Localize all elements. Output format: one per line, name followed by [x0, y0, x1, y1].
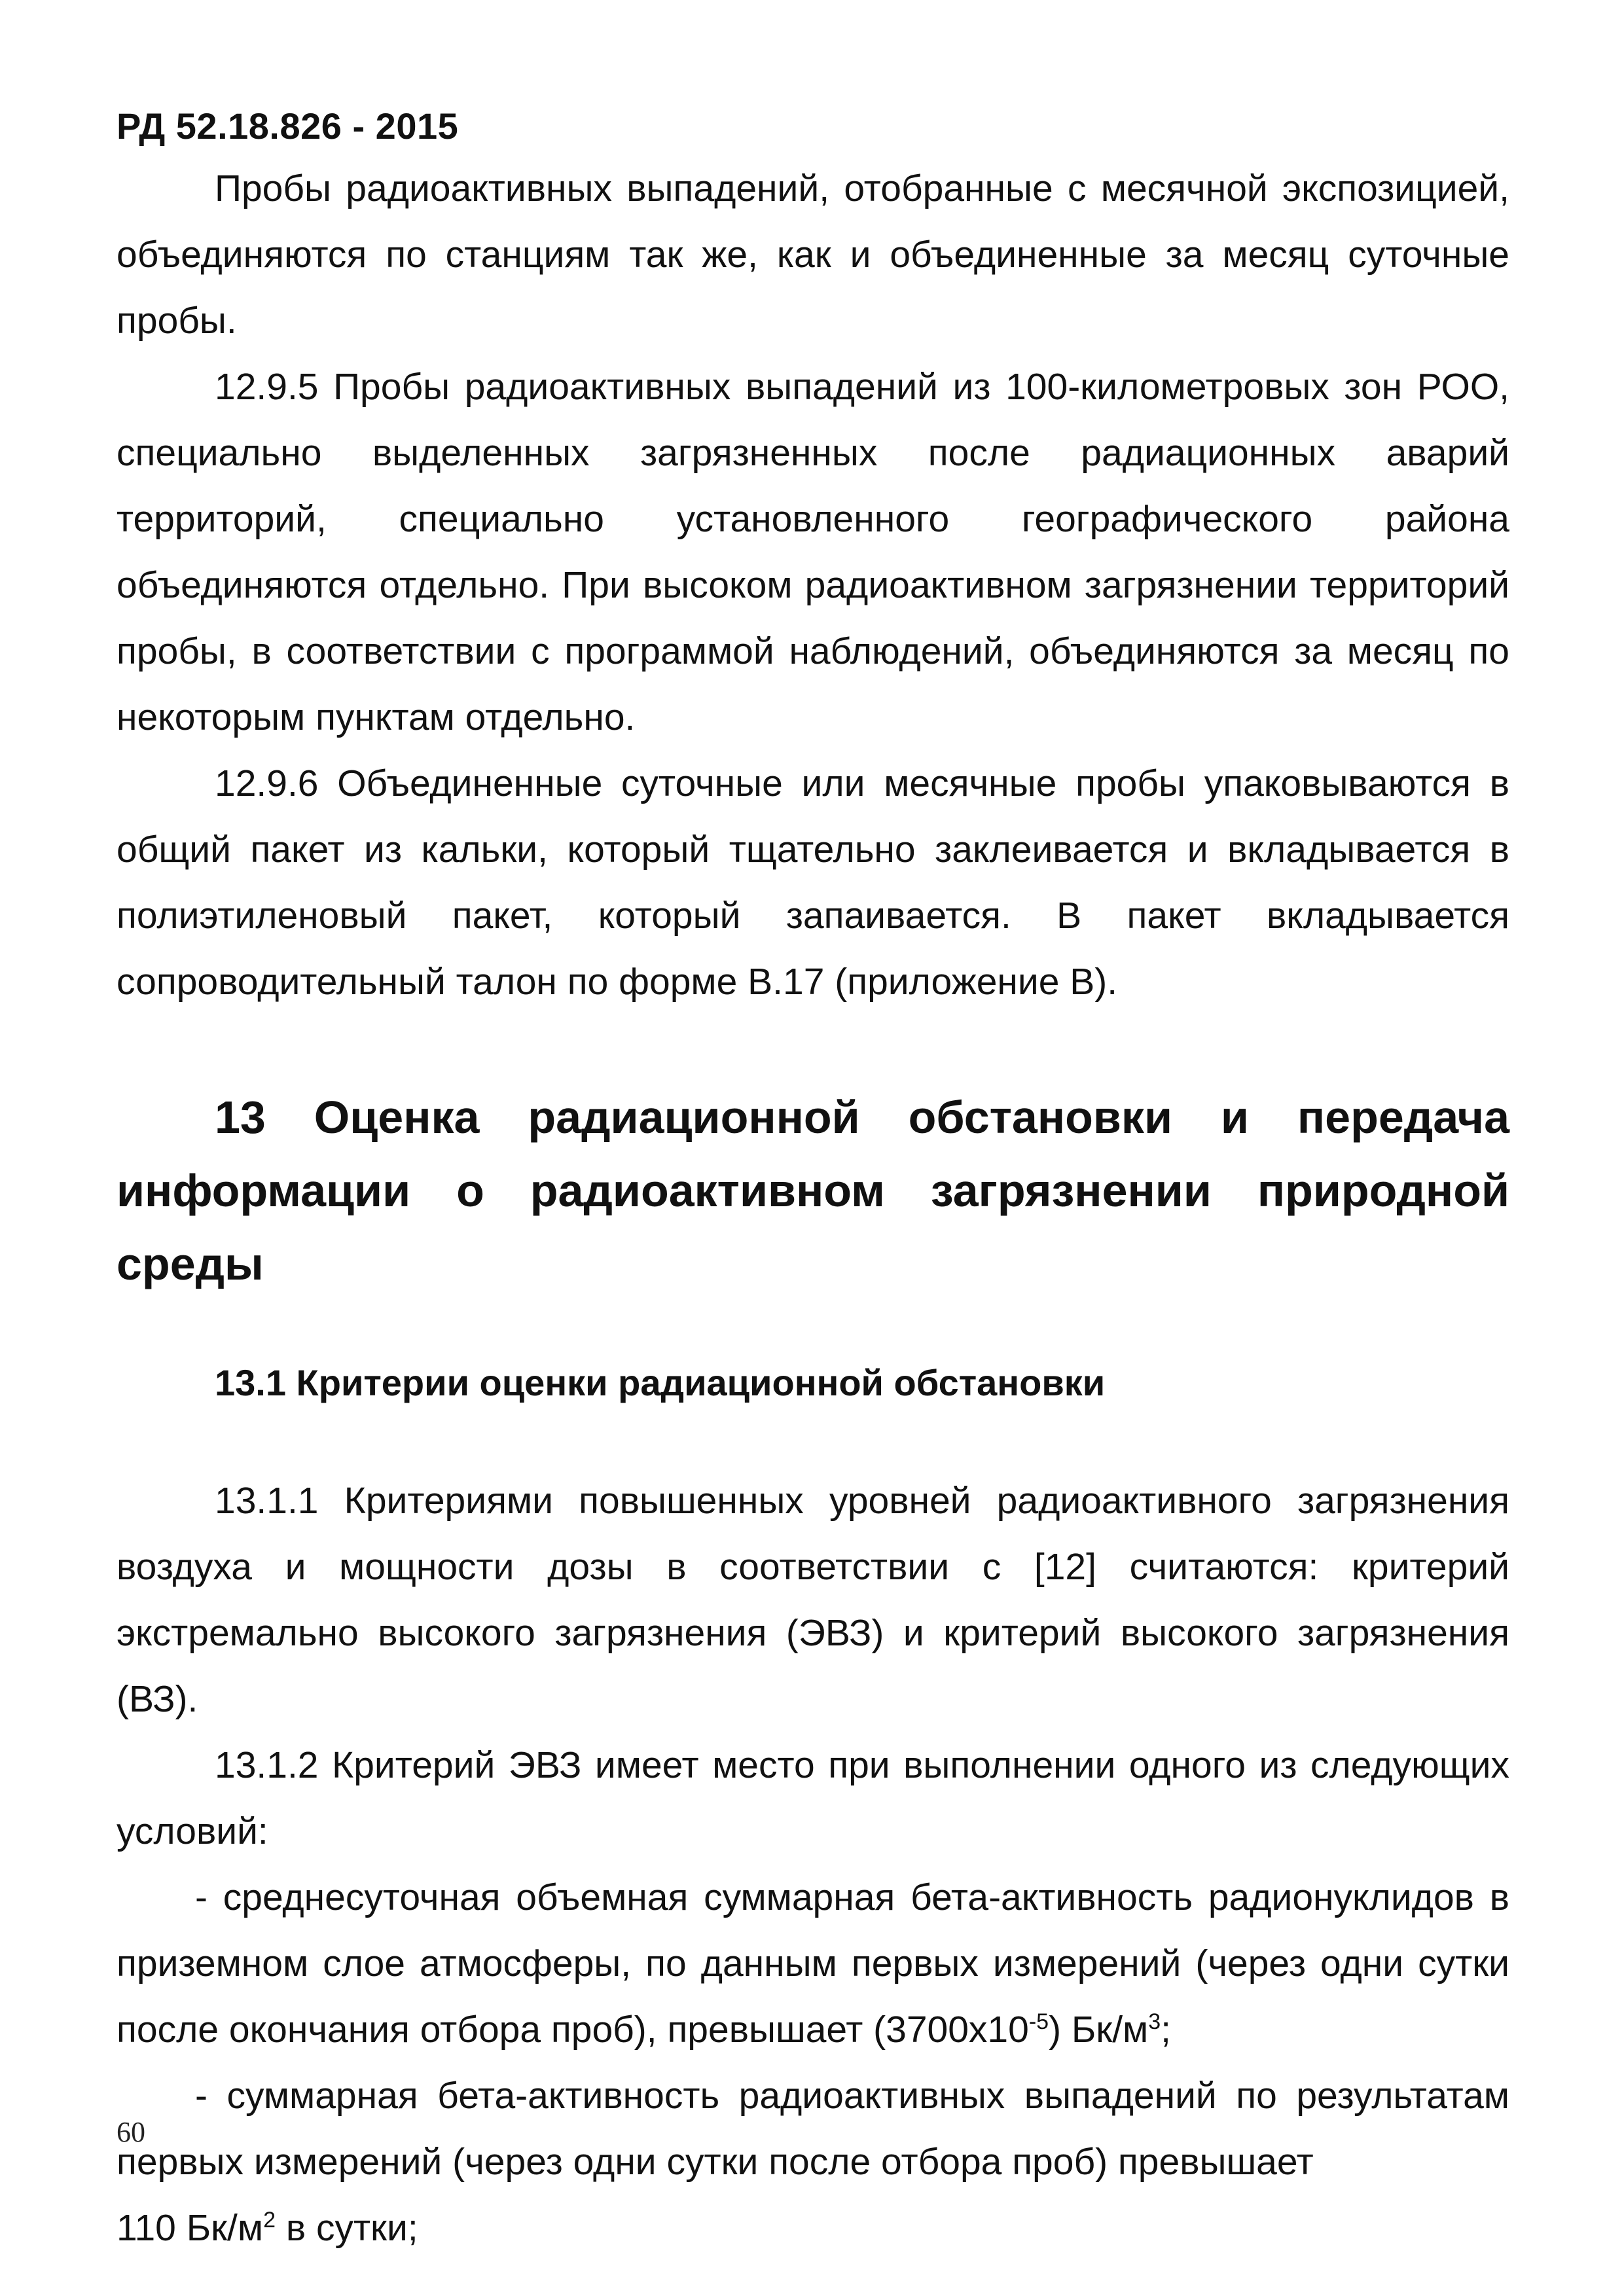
paragraph-12-9-6: 12.9.6 Объединенные суточные или месячные пробы упаковываются в общий пакет из кальки, который тщательно заклеивается и вкладывается в полиэтиленовый пакет, который запаивается. В пакет вкладывается сопроводительный талон по форме В.17 (приложение В).: [117, 762, 1509, 1003]
subsection-heading: 13.1 Критерии оценки радиационной обстановки: [215, 1362, 1106, 1403]
spacer: [117, 1015, 1509, 1081]
paragraph-13-1-1: 13.1.1 Критериями повышенных уровней радиоактивного загрязнения воздуха и мощности дозы в соответствии с [12] считаются: критерий экстремально высокого загрязнения (ЭВЗ) и критерий высокого загрязнения (ВЗ).: [117, 1480, 1509, 1720]
exponent: -5: [1028, 2009, 1049, 2034]
list-item-text: - суммарная бета-активность радиоактивных выпадений по результатам первых измерений (через одни сутки после отбора проб) превышает: [117, 2075, 1509, 2183]
punctuation: ;: [1161, 2009, 1172, 2051]
spacer: [117, 1416, 1509, 1468]
list-item-beta-activity-fallout: [117, 2063, 1509, 2195]
threshold-value: 110 Бк/м: [117, 2207, 264, 2249]
list-item-threshold: [117, 2195, 1509, 2261]
exponent: 2: [263, 2208, 276, 2233]
list-item-text: - среднесуточная объемная суммарная бета-активность радионуклидов в приземном слое атмосферы, по данным первых измерений (через одни сутки после окончания отбора проб), превышает (3700х10: [117, 1876, 1509, 2051]
paragraph-13-1-2: 13.1.2 Критерий ЭВЗ имеет место при выполнении одного из следующих условий:: [117, 1744, 1509, 1852]
paragraph-12-9-5: 12.9.5 Пробы радиоактивных выпадений из 100-километровых зон РОО, специально выделенных загрязненных после радиационных аварий территорий, специально установленного географического района объединяются отдельно. При высоком радиоактивном загрязнении территорий пробы, в соответствии с программой наблюдений, объединяются за месяц по некоторым пунктам отдельно.: [117, 366, 1509, 738]
document-code-header: РД 52.18.826 - 2015: [117, 105, 459, 147]
page-number: 60: [117, 2116, 145, 2148]
list-item-beta-activity-air: [117, 1865, 1509, 2063]
unit-text: ) Бк/м: [1049, 2009, 1149, 2051]
section-heading: 13 Оценка радиационной обстановки и передача информации о радиоактивном загрязнении природной среды: [117, 1092, 1509, 1289]
spacer: [117, 1300, 1509, 1350]
threshold-suffix: в сутки;: [276, 2207, 418, 2249]
exponent: 3: [1148, 2009, 1161, 2034]
page-content: [117, 156, 1509, 2261]
paragraph-monthly-samples: Пробы радиоактивных выпадений, отобранные с месячной экспозицией, объединяются по станциям так же, как и объединенные за месяц суточные пробы.: [117, 168, 1509, 342]
